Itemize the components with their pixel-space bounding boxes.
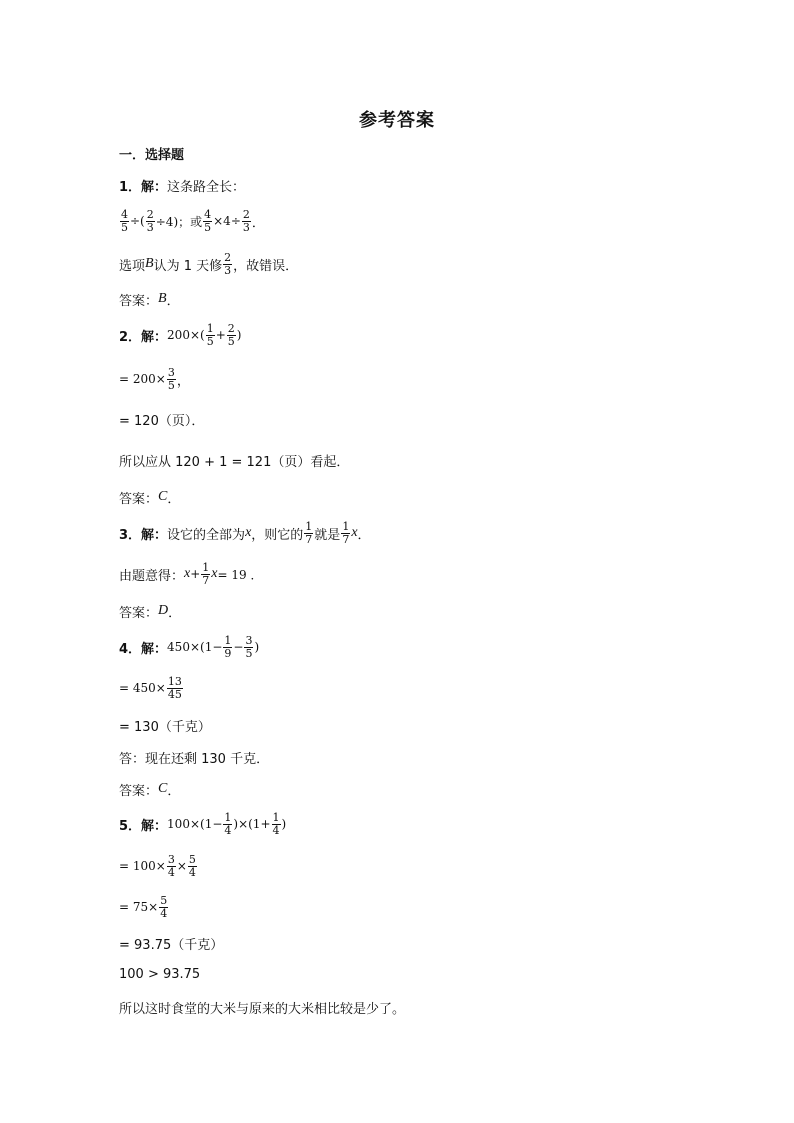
math-text: −	[233, 640, 244, 654]
q2-line-4: 所以应从 120 + 1 = 121（页）看起．	[119, 454, 350, 470]
math-text: )	[236, 328, 242, 342]
variable: x	[211, 566, 218, 581]
q2-line-3: = 120（页）．	[119, 413, 205, 429]
q2-answer	[119, 486, 180, 508]
fraction: $\frac{1}{7}$	[342, 519, 350, 546]
fraction: $\frac{2}{3}$	[146, 207, 154, 234]
answer-label: 答案：	[119, 605, 159, 621]
fraction: $\frac{1}{9}$	[224, 633, 232, 660]
text: ．	[167, 491, 181, 507]
q1-text: 这条路全长：	[167, 179, 246, 195]
fraction: $\frac{1}{4}$	[224, 810, 232, 837]
variable: x	[245, 525, 252, 540]
fraction: $\frac{1}{7}$	[305, 519, 313, 546]
q1-line-1	[119, 174, 245, 196]
q3-line-2	[119, 560, 263, 587]
q5-line-2	[119, 852, 198, 879]
math-text: 200×(	[167, 328, 205, 342]
fraction: $\frac{3}{4}$	[167, 852, 175, 879]
answer-label: 答案：	[119, 491, 159, 507]
q5-line-3	[119, 893, 169, 920]
answer-choice: C	[158, 781, 168, 796]
math-text: = 75×	[119, 900, 159, 914]
text: ．	[167, 783, 181, 799]
answer-choice: C	[158, 489, 168, 504]
math-text: +	[190, 567, 201, 581]
q3-answer	[119, 600, 181, 622]
fraction: $\frac{2}{3}$	[224, 250, 232, 277]
math-text: = 450×	[119, 681, 166, 695]
q1-label: 1．解：	[119, 179, 168, 195]
text: ．	[357, 527, 371, 543]
fraction: $\frac{4}{5}$	[204, 207, 212, 234]
variable: B	[145, 256, 154, 271]
text: 设它的全部为	[167, 527, 246, 543]
answer-choice: B	[158, 291, 167, 306]
fraction: $\frac{4}{5}$	[121, 207, 128, 234]
text: 选项	[119, 258, 146, 274]
q1-line-3	[119, 250, 299, 277]
q4-line-1	[119, 633, 260, 660]
q4-label: 4．解：	[119, 641, 168, 657]
math-text: ÷4)；或	[155, 214, 203, 229]
fraction: $\frac{2}{3}$	[242, 207, 250, 234]
text: 由题意得：	[119, 568, 185, 584]
fraction: $\frac{13}{45}$	[167, 674, 182, 701]
answer-label: 答案：	[119, 293, 159, 309]
text: 就是	[314, 527, 341, 543]
text: ．	[168, 605, 182, 621]
fraction: $\frac{1}{7}$	[202, 560, 210, 587]
fraction: $\frac{5}{4}$	[160, 893, 168, 920]
q4-answer	[119, 778, 180, 800]
math-text: 450×(1−	[167, 640, 223, 654]
answer-choice: D	[158, 603, 169, 618]
text: ，	[176, 373, 190, 389]
math-text: )×(1+	[233, 817, 271, 831]
q1-answer	[119, 288, 180, 310]
q2-line-1	[119, 321, 242, 348]
q5-conclusion: 所以这时食堂的大米与原来的大米相比较是少了。	[119, 1001, 406, 1017]
math-text: = 100×	[119, 859, 166, 873]
fraction: $\frac{5}{4}$	[188, 852, 196, 879]
fraction: $\frac{2}{5}$	[227, 321, 235, 348]
fraction: $\frac{1}{4}$	[272, 810, 280, 837]
q5-line-4: = 93.75（千克）	[119, 937, 224, 953]
fraction: $\frac{1}{5}$	[206, 321, 214, 348]
variable: x	[351, 525, 358, 540]
text: ．	[166, 293, 180, 309]
text: ，则它的	[251, 527, 304, 543]
q4-line-3: = 130（千克）	[119, 719, 211, 735]
q5-line-5: 100 > 93.75	[119, 966, 201, 982]
fraction: $\frac{3}{5}$	[167, 365, 175, 392]
variable: x	[184, 566, 191, 581]
answer-label: 答案：	[119, 783, 159, 799]
math-text: 100×(1−	[167, 817, 223, 831]
math-text: ×	[176, 859, 187, 873]
math-text: +	[215, 328, 226, 342]
q5-line-1	[119, 810, 287, 837]
text: ，故错误．	[233, 258, 299, 274]
q4-line-4: 答：现在还剩 130 千克．	[119, 751, 270, 767]
math-text: )	[254, 640, 260, 654]
q1-line-2	[119, 207, 265, 234]
text: 认为 1 天修	[153, 258, 223, 274]
math-text: )	[281, 817, 287, 831]
q3-line-1	[119, 519, 371, 546]
q5-label: 5．解：	[119, 818, 168, 834]
q2-line-2	[119, 365, 190, 392]
math-text: ÷(	[130, 214, 145, 228]
q2-label: 2．解：	[119, 329, 168, 345]
fraction: $\frac{3}{5}$	[245, 633, 253, 660]
q4-line-2	[119, 674, 184, 701]
math-text: = 200×	[119, 372, 166, 386]
math-text: ．	[251, 215, 265, 231]
math-text: ×4÷	[213, 214, 241, 228]
q3-label: 3．解：	[119, 527, 168, 543]
math-text: = 19 ．	[217, 567, 263, 582]
page-title: 参考答案	[359, 110, 435, 131]
section-heading: 一．选择题	[119, 147, 185, 163]
